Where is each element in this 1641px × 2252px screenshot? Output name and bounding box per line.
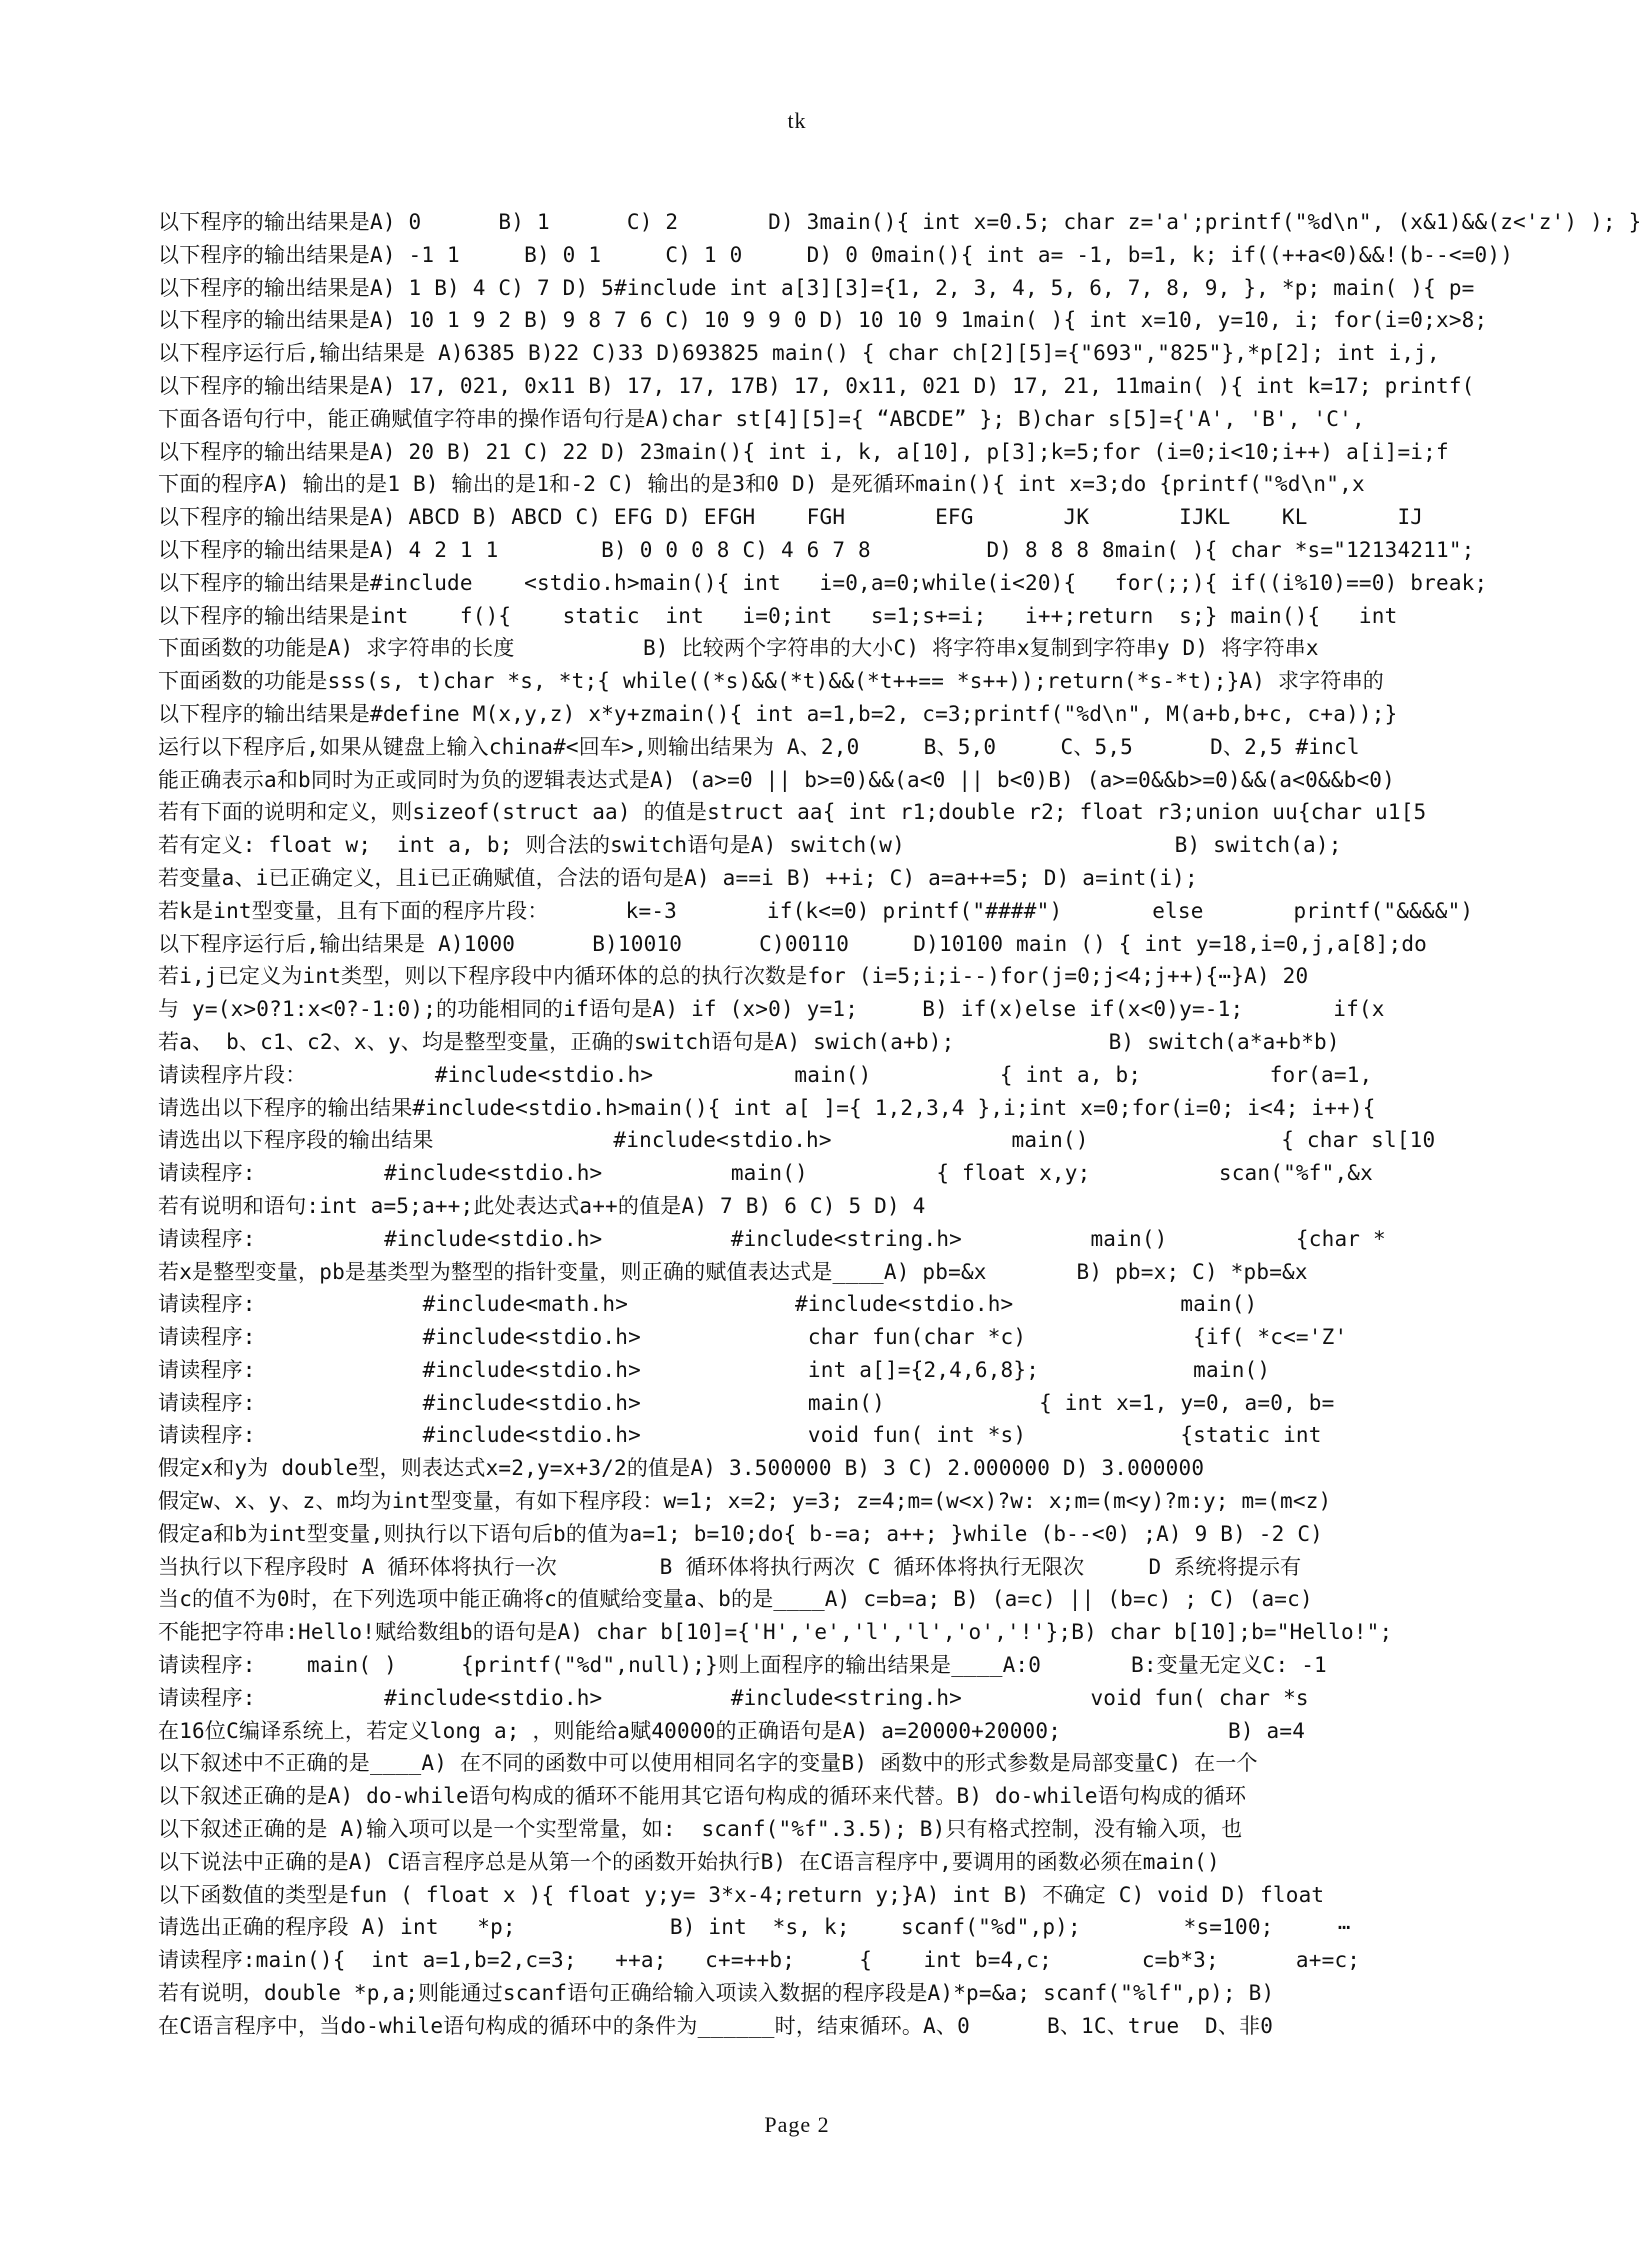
question-line: 请读程序: #include<stdio.h> void fun( int *s) {static int <box>158 1423 1322 1448</box>
question-line: 以下程序的输出结果是A) 17, 021, 0x11 B) 17, 17, 17B) 17, 0x11, 021 D) 17, 21, 11main( ){ int k=17; printf( <box>158 373 1475 398</box>
question-line: 以下程序的输出结果是A) 4 2 1 1 B) 0 0 0 8 C) 4 6 7 8 D) 8 8 8 8main( ){ char *s="12134211"; <box>158 537 1475 562</box>
question-line: 以下程序的输出结果是A) 1 B) 4 C) 7 D) 5#include int a[3][3]={1, 2, 3, 4, 5, 6, 7, 8, 9, }, *p; main( ){ p= <box>158 275 1475 300</box>
question-line: 若变量a、i已正确定义，且i已正确赋值，合法的语句是A) a==i B) ++i; C) a=a++=5; D) a=int(i); <box>158 865 1198 890</box>
question-line: 假定a和b为int型变量,则执行以下语句后b的值为a=1; b=10;do{ b-=a; a++; }while (b--<0) ;A) 9 B) -2 C) <box>158 1521 1324 1546</box>
question-line: 以下程序运行后,输出结果是 A)1000 B)10010 C)00110 D)10100 main () { int y=18,i=0,j,a[8];do <box>158 931 1428 956</box>
question-line: 下面各语句行中，能正确赋值字符串的操作语句行是A)char st[4][5]={ “ABCDE” }; B)char s[5]={'A', 'B', 'C', <box>158 406 1365 431</box>
question-line: 若a、 b、c1、c2、x、y、均是整型变量，正确的switch语句是A) swich(a+b); B) switch(a*a+b*b) <box>158 1029 1340 1054</box>
question-line: 请选出以下程序的输出结果#include<stdio.h>main(){ int a[ ]={ 1,2,3,4 },i;int x=0;for(i=0; i<4; i++){ <box>158 1095 1376 1120</box>
question-line: 以下程序的输出结果是#include <stdio.h>main(){ int i=0,a=0;while(i<20){ for(;;){ if((i%10)==0) break; <box>158 570 1488 595</box>
question-line: 在16位C编译系统上，若定义long a; ，则能给a赋40000的正确语句是A) a=20000+20000; B) a=4 <box>158 1718 1306 1743</box>
question-line: 若i,j已定义为int类型，则以下程序段中内循环体的总的执行次数是for (i=5;i;i--)for(j=0;j<4;j++){⋯}A) 20 <box>158 964 1309 989</box>
question-line: 请读程序: #include<stdio.h> main() { int x=1, y=0, a=0, b= <box>158 1390 1335 1415</box>
question-line: 请读程序:main(){ int a=1,b=2,c=3; ++a; c+=++b; { int b=4,c; c=b*3; a+=c; <box>158 1948 1361 1973</box>
question-line: 若有说明，double *p,a;则能通过scanf语句正确给输入项读入数据的程序段是A)*p=&a; scanf("%lf",p); B) <box>158 1981 1275 2006</box>
question-line: 请读程序: #include<stdio.h> char fun(char *c) {if( *c<='Z' <box>158 1325 1348 1350</box>
question-line: 若有说明和语句:int a=5;a++;此处表达式a++的值是A) 7 B) 6 C) 5 D) 4 <box>158 1193 926 1218</box>
question-line: 请读程序: #include<stdio.h> #include<string.h> void fun( char *s <box>158 1685 1309 1710</box>
question-line: 当执行以下程序段时 A 循环体将执行一次 B 循环体将执行两次 C 循环体将执行无限次 D 系统将提示有 <box>158 1554 1302 1579</box>
question-line: 当c的值不为0时，在下列选项中能正确将c的值赋给变量a、b的是____A) c=b=a; B) (a=c) || (b=c) ; C) (a=c) <box>158 1587 1313 1612</box>
question-line: 以下叙述中不正确的是____A) 在不同的函数中可以使用相同名字的变量B) 函数中的形式参数是局部变量C) 在一个 <box>158 1751 1258 1776</box>
question-line: 请读程序: #include<stdio.h> main() { float x,y; scan("%f",&x <box>158 1161 1373 1186</box>
question-line: 以下程序的输出结果是A) 20 B) 21 C) 22 D) 23main(){ int i, k, a[10], p[3];k=5;for (i=0;i<10;i++) a[i]=i;f <box>158 439 1449 464</box>
question-line: 以下叙述正确的是A) do-while语句构成的循环不能用其它语句构成的循环来代替。B) do-while语句构成的循环 <box>158 1784 1247 1809</box>
question-line: 若k是int型变量，且有下面的程序片段： k=-3 if(k<=0) printf("####") else printf("&&&&") <box>158 898 1474 923</box>
question-line: 下面函数的功能是sss(s, t)char *s, *t;{ while((*s)&&(*t)&&(*t++== *s++));return(*s-*t);}A) 求字符串的 <box>158 669 1384 694</box>
question-line: 请选出以下程序段的输出结果 #include<stdio.h> main() { char sl[10 <box>158 1128 1436 1153</box>
question-line: 假定x和y为 double型，则表达式x=2,y=x+3/2的值是A) 3.500000 B) 3 C) 2.000000 D) 3.000000 <box>158 1456 1205 1481</box>
question-line: 下面的程序A) 输出的是1 B) 输出的是1和-2 C) 输出的是3和0 D) 是死循环main(){ int x=3;do {printf("%d\n",x <box>158 472 1365 497</box>
question-line: 以下程序的输出结果是A) 0 B) 1 C) 2 D) 3main(){ int x=0.5; char z='a';printf("%d\n", (x&1)&&(z<'z') ); } <box>158 210 1641 234</box>
question-line: 若有下面的说明和定义，则sizeof(struct aa) 的值是struct aa{ int r1;double r2; float r3;union uu{char u1[5 <box>158 800 1427 825</box>
question-line: 假定w、x、y、z、m均为int型变量，有如下程序段：w=1; x=2; y=3; z=4;m=(w<x)?w: x;m=(m<y)?m:y; m=(m<z) <box>158 1489 1332 1514</box>
question-line: 以下说法中正确的是A) C语言程序总是从第一个的函数开始执行B) 在C语言程序中,要调用的函数必须在main() <box>158 1849 1220 1874</box>
question-line: 请读程序: #include<stdio.h> #include<string.h> main() {char * <box>158 1226 1386 1251</box>
question-line: 在C语言程序中，当do-while语句构成的循环中的条件为______时，结束循环。A、0 B、1C、true D、非0 <box>158 2013 1274 2038</box>
question-line: 若x是整型变量，pb是基类型为整型的指针变量，则正确的赋值表达式是____A) pb=&x B) pb=x; C) *pb=&x <box>158 1259 1308 1284</box>
question-line: 请读程序片段： #include<stdio.h> main() { int a, b; for(a=1, <box>158 1062 1373 1087</box>
question-list <box>158 206 1641 2043</box>
question-line: 以下程序的输出结果是A) -1 1 B) 0 1 C) 1 0 D) 0 0main(){ int a= -1, b=1, k; if((++a<0)&&!(b--<=0)) <box>158 242 1514 267</box>
question-line: 请选出正确的程序段 A) int *p; B) int *s, k; scanf("%d",p); *s=100; ⋯ <box>158 1915 1351 1940</box>
question-line: 若有定义: float w; int a, b; 则合法的switch语句是A) switch(w) B) switch(a); <box>158 833 1342 858</box>
question-line: 以下叙述正确的是 A)输入项可以是一个实型常量，如: scanf("%f".3.5); B)只有格式控制，没有输入项，也 <box>158 1817 1243 1842</box>
page-header-title: tk <box>787 108 807 133</box>
question-line: 与 y=(x>0?1:x<0?-1:0);的功能相同的if语句是A) if (x>0) y=1; B) if(x)else if(x<0)y=-1; if(x <box>158 997 1385 1022</box>
question-line: 以下程序的输出结果是#define M(x,y,z) x*y+zmain(){ int a=1,b=2, c=3;printf("%d\n", M(a+b,b+c, c+a));} <box>158 701 1398 726</box>
question-line: 以下程序的输出结果是A) ABCD B) ABCD C) EFG D) EFGH FGH EFG JK IJKL KL IJ <box>158 505 1424 530</box>
question-line: 以下程序的输出结果是A) 10 1 9 2 B) 9 8 7 6 C) 10 9 9 0 D) 10 10 9 1main( ){ int x=10, y=10, i; for(i=0;x>8; <box>158 308 1488 333</box>
question-line: 能正确表示a和b同时为正或同时为负的逻辑表达式是A) (a>=0 || b>=0)&&(a<0 || b<0)B) (a>=0&&b>=0)&&(a<0&&b<0) <box>158 767 1395 792</box>
question-line: 以下函数值的类型是fun ( float x ){ float y;y= 3*x-4;return y;}A) int B) 不确定 C) void D) float <box>158 1882 1325 1907</box>
question-line: 以下程序的输出结果是int f(){ static int i=0;int s=1;s+=i; i++;return s;} main(){ int <box>158 603 1398 628</box>
question-line: 以下程序运行后,输出结果是 A)6385 B)22 C)33 D)693825 main() { char ch[2][5]={"693","825"},*p[2]; int i,j, <box>158 341 1440 366</box>
question-line: 运行以下程序后,如果从键盘上输入china#<回车>,则输出结果为 A、2,0 B、5,0 C、5,5 D、2,5 #incl <box>158 734 1360 759</box>
question-line: 下面函数的功能是A) 求字符串的长度 B) 比较两个字符串的大小C) 将字符串x复制到字符串y D) 将字符串x <box>158 636 1319 661</box>
page-number: Page 2 <box>764 2112 830 2137</box>
question-line: 请读程序: #include<stdio.h> int a[]={2,4,6,8}; main() <box>158 1357 1271 1382</box>
question-line: 不能把字符串:Hello!赋给数组b的语句是A) char b[10]={'H','e','l','l','o','!'};B) char b[10];b="Hello!"; <box>158 1620 1393 1645</box>
question-line: 请读程序: #include<math.h> #include<stdio.h> main() <box>158 1292 1258 1317</box>
question-line: 请读程序: main( ) {printf("%d",null);}则上面程序的输出结果是____A:0 B:变量无定义C: -1 <box>158 1653 1327 1678</box>
